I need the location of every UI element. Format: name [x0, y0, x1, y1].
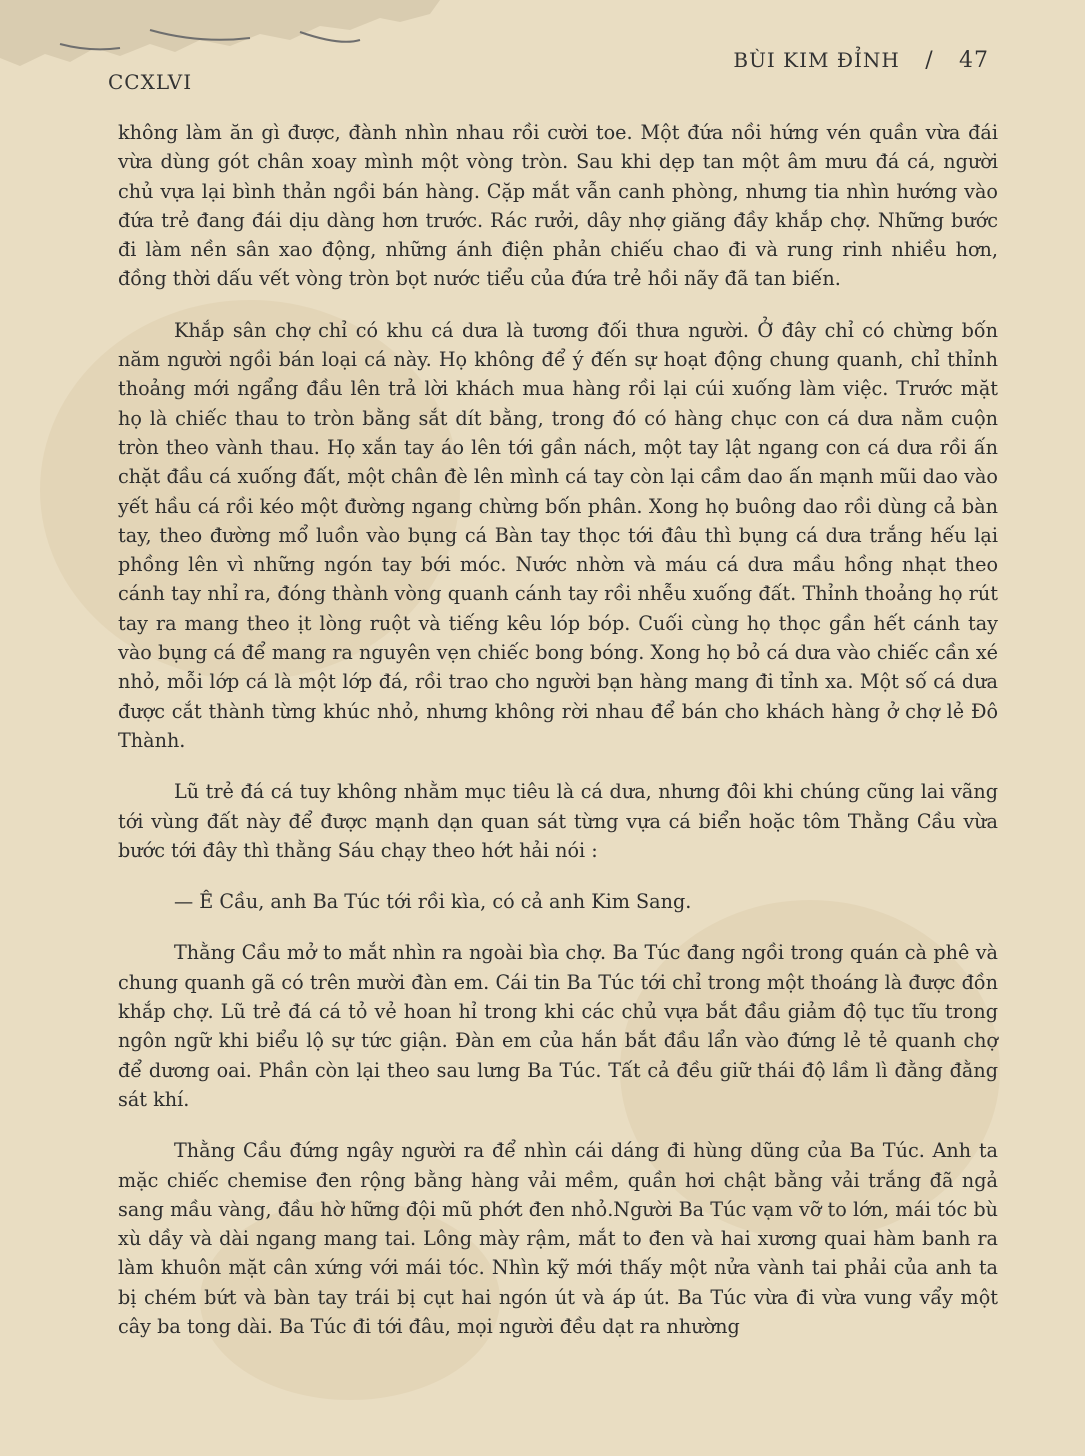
header-separator: / — [925, 48, 934, 73]
author-name: BÙI KIM ĐỈNH — [733, 48, 900, 72]
paragraph-3: Lũ trẻ đá cá tuy không nhằm mục tiêu là cá dưa, nhưng đôi khi chúng cũng lai vãng tới vùng đất này để được mạnh dạn quan sát từng vựa cá biển hoặc tôm Thằng Cầu vừa bước tới đây thì thằng Sáu chạy theo hớt hải nói : — [118, 780, 998, 862]
paragraph-2: Khắp sân chợ chỉ có khu cá dưa là tương đối thưa người. Ở đây chỉ có chừng bốn năm người ngồi bán loại cá này. Họ không để ý đến sự hoạt động chung quanh, chỉ thỉnh thoảng mới ngẩng đầu lên trả lời khách mua hàng rồi lại cúi xuống làm việc. Trước mặt họ là chiếc thau to tròn bằng sắt dít bằng, trong đó có hàng chục con cá dưa nằm cuộn tròn theo vành thau. Họ xắn tay áo lên tới gần nách, một tay lật ngang con cá dưa rồi ấn chặt đầu cá xuống đất, một chân đè lên mình cá tay còn lại cầm dao ấn mạnh mũi dao vào yết hầu cá rồi kéo một đường ngang chừng bốn phân. Xong họ buông dao rồi dùng cả bàn tay, theo đường mổ luồn vào bụng cá Bàn tay thọc tới đâu thì bụng cá dưa trắng hếu lại phồng lên vì những ngón tay bới móc. Nước nhờn và máu cá dưa mầu hồng nhạt theo cánh tay nhỉ ra, đóng thành vòng quanh cánh tay rồi nhễu xuống đất. Thỉnh thoảng họ rút tay ra mang theo ịt lòng ruột và tiếng kêu lóp bóp. Cuối cùng họ thọc gần hết cánh tay vào bụng cá để mang ra nguyên vẹn chiếc bong bóng. Xong họ bỏ cá dưa vào chiếc cần xé nhỏ, mỗi lớp cá là một lớp đá, rồi trao cho người bạn hàng mang đi tỉnh xa. Một số cá dưa được cắt thành từng khúc nhỏ, nhưng không rời nhau để bán cho khách hàng ở chợ lẻ Đô Thành. — [118, 318, 998, 752]
dialogue-line: — Ê Cầu, anh Ba Túc tới rồi kìa, có cả anh Kim Sang. — [174, 890, 692, 914]
chapter-number: CCXLVI — [108, 70, 193, 94]
page-header — [108, 48, 989, 94]
body-text — [118, 118, 998, 1363]
paragraph-1: không làm ăn gì được, đành nhìn nhau rồi cười toe. Một đứa nồi hứng vén quần vừa đái vừa dùng gót chân xoay mình một vòng tròn. Sau khi dẹp tan một âm mưu đá cá, người chủ vựa lại bình thản ngồi bán hàng. Cặp mắt vẫn canh phòng, nhưng tia nhìn hướng vào đứa trẻ đang đái dịu dàng hơn trước. Rác rưởi, dây nhợ giăng đầy khắp chợ. Những bước đi làm nền sân xao động, những ánh điện phản chiếu chao đi và rung rinh nhiều hơn, đồng thời dấu vết vòng tròn bọt nước tiểu của đứa trẻ hồi nãy đã tan biến. — [118, 121, 998, 291]
paragraph-4: Thằng Cầu mở to mắt nhìn ra ngoài bìa chợ. Ba Túc đang ngồi trong quán cà phê và chung quanh gã có trên mười đàn em. Cái tin Ba Túc tới chỉ trong một thoáng là được đồn khắp chợ. Lũ trẻ đá cá tỏ vẻ hoan hỉ trong khi các chủ vựa bắt đầu giảm độ tục tĩu trong ngôn ngữ khi biểu lộ sự tức giận. Đàn em của hắn bắt đầu lẩn vào đứng lẻ tẻ quanh chợ để dương oai. Phần còn lại theo sau lưng Ba Túc. Tất cả đều giữ thái độ lầm lì đằng đằng sát khí. — [118, 941, 998, 1111]
running-header — [733, 48, 989, 73]
page-number: 47 — [959, 48, 989, 73]
paragraph-5: Thằng Cầu đứng ngây người ra để nhìn cái dáng đi hùng dũng của Ba Túc. Anh ta mặc chiếc chemise đen rộng bằng hàng vải mềm, quần hơi chật bằng vải trắng đã ngả sang mầu vàng, đầu hờ hững đội mũ phớt đen nhỏ.Người Ba Túc vạm vỡ to lớn, mái tóc bù xù dầy và dài ngang mang tai. Lông mày rậm, mắt to đen và hai xương quai hàm banh ra làm khuôn mặt cân xứng với mái tóc. Nhìn kỹ mới thấy một nửa vành tai phải của anh ta bị chém bứt và bàn tay trái bị cụt hai ngón út và áp út. Ba Túc vừa đi vừa vung vẩy một cây ba tong dài. Ba Túc đi tới đâu, mọi người đều dạt ra nhường — [118, 1139, 998, 1338]
